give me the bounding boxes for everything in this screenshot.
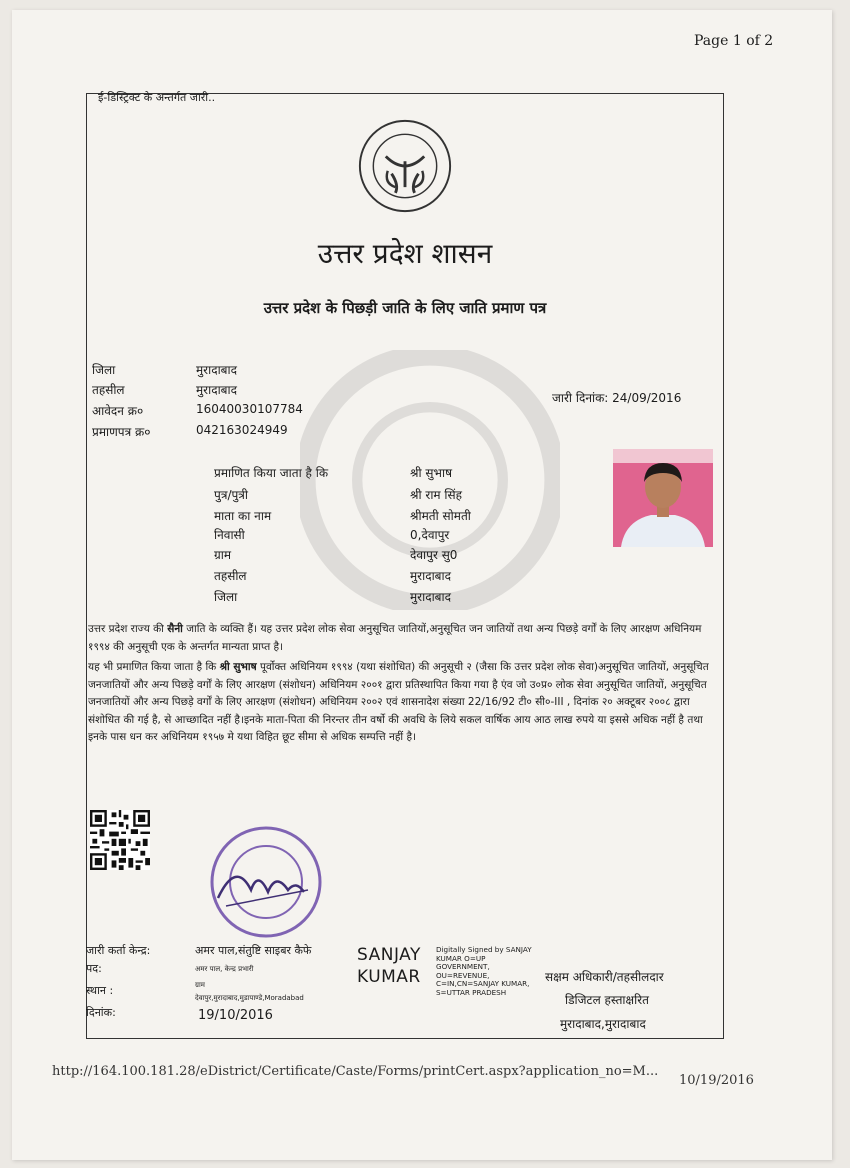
application-number: 16040030107784 (196, 402, 303, 416)
detail-label: ग्राम (214, 548, 232, 562)
certificate-title: उत्तर प्रदेश के पिछड़ी जाति के लिए जाति प्रमाण पत्र (263, 299, 547, 317)
detail-label: पुत्र/पुत्री (214, 488, 249, 502)
declaration-paragraph: यह भी प्रमाणित किया जाता है कि श्री सुभाष पूर्वोक्त अधिनियम १९९४ (यथा संशोधित) की अनुसूची २ (जैसा कि उत्तर प्रदेश लोक सेवा)अनुसूचित जातियों, अनुसूचित जनजातियों और अन्य पिछड़े वर्गों के लिए आरक्षण (संशोधन) अधिनियम २००१ द्वारा प्रतिस्थापित किया गया है एंव जो उ०प्र० लोक सेवा अनुसूचित जातियों, अनुसूचित जनजातियों और अन्य पिछड़े वर्गों के लिए आरक्षण (संशोधन) अधिनियम २००२ एवं शासनादेश संख्या 22/16/92 टी० सी०-III , दिनांक २० अक्टूबर २००८ द्वारा संशोधित की गई है, से आच्छादित नहीं है।इनके माता-पिता की निरन्तर तीन वर्षो की अवधि के लिये सकल वार्षिक आय आठ लाख रुपये या इससे अधिक नहीं है तथा इनके पास धन कर अधिनियम १९५७ मे यथा विहित छूट सीमा से अधिक सम्पत्ति नहीं है। (88, 661, 709, 743)
district-value: मुरादाबाद (196, 363, 238, 377)
authority-title: सक्षम अधिकारी/तहसीलदार (545, 970, 664, 984)
issuer-value: अमर पाल,संतुष्टि साइबर कैफे (195, 944, 312, 957)
post-label: पद: (86, 962, 102, 975)
lokvan-kendra-stamp-icon (196, 820, 336, 940)
place-value: देवापुर,मुरादाबाद,मुडापाण्डे,Moradabad (195, 994, 304, 1002)
qr-code-icon (90, 810, 150, 870)
detail-label: तहसील (214, 569, 247, 583)
caste-paragraph: उत्तर प्रदेश राज्य की सैनी जाति के व्यक्ति हैं। यह उत्तर प्रदेश लोक सेवा अनुसूचित जातियों,अनुसूचित जन जातियों तथा अन्य पिछड़े वर्गों के लिए आरक्षण अधिनियम १९९४ की अनुसूची एक के अन्तर्गत मान्यता प्राप्त है। (88, 623, 702, 653)
certificate-label: प्रमाणपत्र क्र० (92, 425, 151, 439)
issue-date: जारी दिनांक: 24/09/2016 (552, 391, 682, 405)
detail-value: मुरादाबाद (410, 569, 452, 583)
issuer-label: जारी कर्ता केन्द्र: (86, 944, 151, 957)
print-url: http://164.100.181.28/eDistrict/Certificate/Caste/Forms/printCert.aspx?application_no=M... (52, 1064, 659, 1079)
detail-value: श्री राम सिंह (410, 488, 463, 502)
date-label: दिनांक: (86, 1006, 116, 1019)
page-number: Page 1 of 2 (694, 33, 774, 49)
edistrict-note: ई-डिस्ट्रिक्ट के अन्तर्गत जारी.. (98, 91, 216, 104)
digital-signed-label: डिजिटल हस्ताक्षरित (565, 993, 649, 1007)
detail-label: माता का नाम (214, 509, 272, 523)
tehsil-value: मुरादाबाद (196, 383, 238, 397)
post-value: अमर पाल, केन्द्र प्रभारी (195, 965, 254, 973)
digital-signature-text: Digitally Signed by SANJAY KUMAR O=UP GOVERNMENT, OU=REVENUE, C=IN,CN=SANJAY KUMAR, S=UTTAR PRADESH (436, 945, 532, 997)
application-label: आवेदन क्र० (92, 404, 144, 418)
detail-label: जिला (214, 590, 238, 604)
place-label: स्थान : (86, 984, 114, 997)
authority-place: मुरादाबाद,मुरादाबाद (560, 1017, 646, 1031)
tehsil-label: तहसील (92, 383, 125, 397)
place-village: ग्राम (195, 981, 205, 989)
up-emblem-icon (356, 118, 454, 214)
signer-name: SANJAY KUMAR (357, 945, 421, 987)
certificate-number: 042163024949 (196, 423, 288, 437)
detail-value: श्री सुभाष (410, 466, 453, 480)
detail-label: प्रमाणित किया जाता है कि (214, 466, 329, 480)
issue-date-value: 19/10/2016 (198, 1008, 273, 1023)
detail-value: देवापुर सु0 (410, 548, 458, 562)
district-label: जिला (92, 363, 116, 377)
detail-value: श्रीमती सोमती (410, 509, 471, 523)
detail-value: 0,देवापुर (410, 528, 450, 542)
applicant-photo (613, 449, 713, 547)
government-title: उत्तर प्रदेश शासन (317, 237, 493, 270)
detail-label: निवासी (214, 528, 245, 542)
detail-value: मुरादाबाद (410, 590, 452, 604)
print-date: 10/19/2016 (679, 1073, 754, 1088)
